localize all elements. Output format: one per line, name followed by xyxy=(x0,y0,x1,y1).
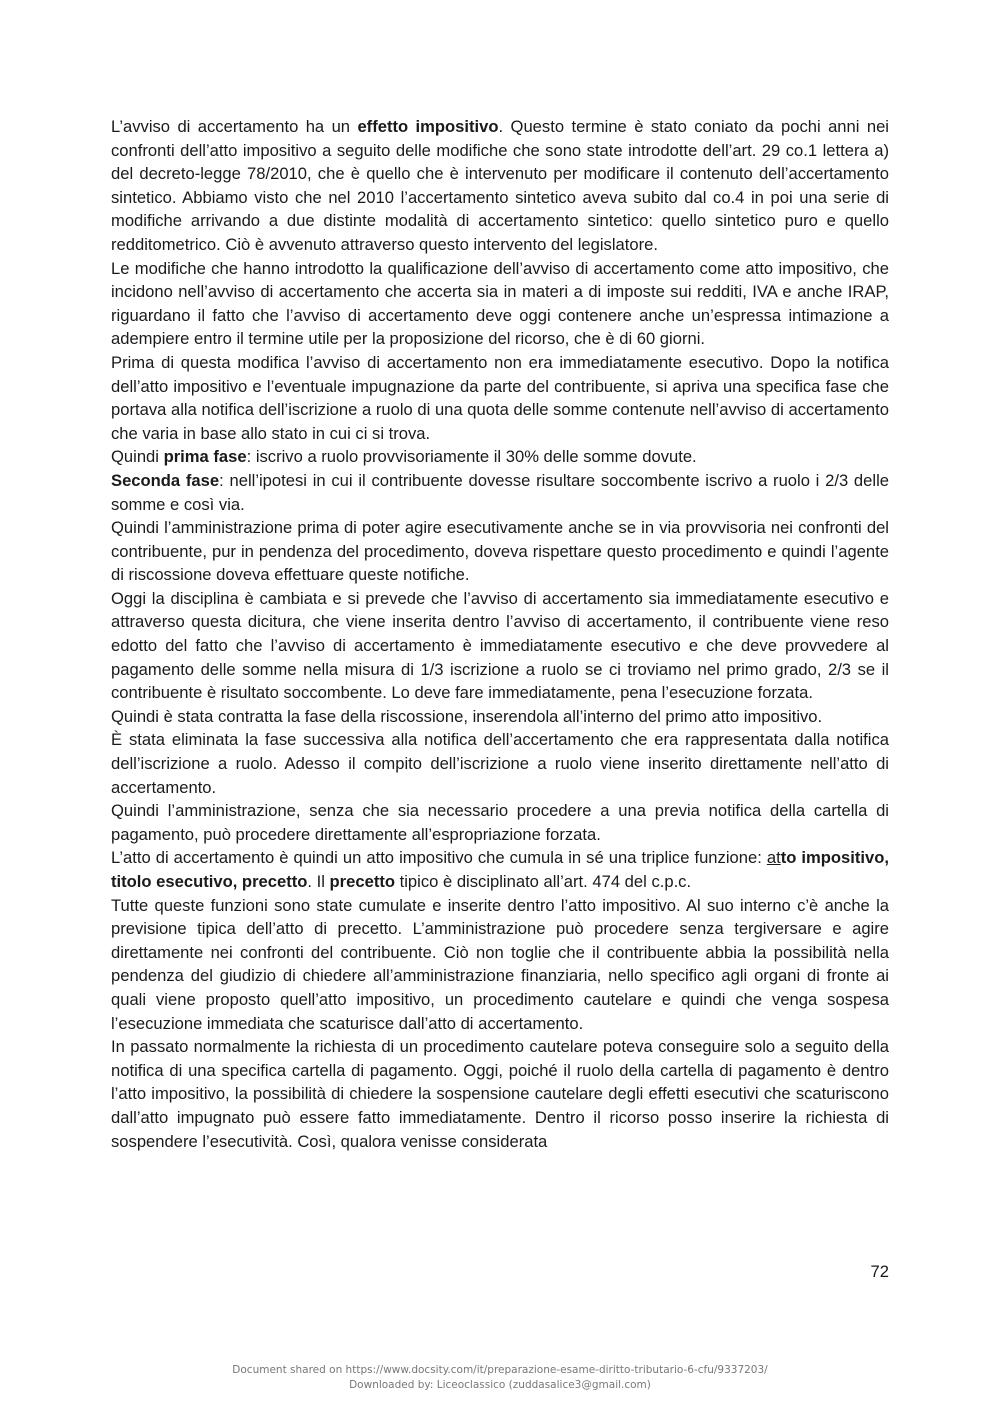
text-run: : iscrivo a ruolo provvisoriamente il 30% delle somme dovute. xyxy=(246,447,697,467)
paragraph xyxy=(111,469,889,516)
text-run: Quindi xyxy=(111,447,164,467)
paragraph xyxy=(111,587,889,705)
text-run: È stata eliminata la fase successiva alla notifica dell’accertamento che era rappresentata dalla notifica dell’iscrizione a ruolo. Adesso il compito dell’iscrizione a ruolo viene inserito direttamente nell’atto di accertamento. xyxy=(111,730,889,797)
paragraph xyxy=(111,257,889,351)
text-run: Quindi è stata contratta la fase della riscossione, inserendola all’interno del primo atto impositivo. xyxy=(111,706,823,726)
paragraph xyxy=(111,516,889,587)
bold-text: effetto impositivo xyxy=(357,117,499,136)
paragraph xyxy=(111,1035,889,1153)
paragraph xyxy=(111,799,889,846)
text-run: : nell’ipotesi in cui il contribuente dovesse risultare soccombente iscrivo a ruolo i 2/3 delle somme e così via. xyxy=(111,470,889,514)
bold-text: precetto xyxy=(329,872,396,891)
bold-text: to impositivo, titolo esecutivo, precetto xyxy=(111,848,889,891)
text-run: . Questo termine è stato coniato da pochi anni nei confronti dell’atto impositivo a seguito delle modifiche che sono state introdotte dell’art. 29 co.1 lettera a) del decreto-legge 78/2010, che è quello che è intervenuto per modificare il contenuto dell’accertamento sintetico. Abbiamo visto che nel 2010 l’accertamento sintetico aveva subito dal co.4 in poi una serie di modifiche arrivando a due distinte modalità di accertamento sintetico: quello sintetico puro e quello redditometrico. Ciò è avvenuto attraverso questo intervento del legislatore. xyxy=(111,117,889,254)
footer-shared-notice: Document shared on https://www.docsity.com/it/preparazione-esame-diritto-tributario-6-cfu/9337203/ xyxy=(232,1364,768,1376)
text-run: In passato normalmente la richiesta di un procedimento cautelare poteva conseguire solo a seguito della notifica di una specifica cartella di pagamento. Oggi, poiché il ruolo della cartella di pagamento è dentro l’atto impositivo, la possibilità di chiedere la sospensione cautelare degli effetti esecutivi che scaturiscono dall’atto impugnato può essere fatto immediatamente. Dentro il ricorso posso inserire la richiesta di sospendere l’esecutività. Così, qualora venisse considerata xyxy=(111,1037,889,1151)
text-run: . Il xyxy=(307,872,330,891)
text-run: L’atto di accertamento è quindi un atto impositivo che cumula in sé una triplice funzione: xyxy=(111,848,767,868)
text-run: Quindi l’amministrazione, senza che sia necessario procedere a una previa notifica della cartella di pagamento, può procedere direttamente all’espropriazione forzata. xyxy=(111,801,889,844)
text-run: Prima di questa modifica l’avviso di accertamento non era immediatamente esecutivo. Dopo la notifica dell’atto impositivo e l’eventuale impugnazione da parte del contribuente, si apriva una specifica fase che portava alla notifica dell’iscrizione a ruolo di una quota delle somme contenute nell’avviso di accertamento che varia in base allo stato in cui ci si trova. xyxy=(111,352,889,443)
bold-text: prima fase xyxy=(163,447,247,467)
text-run: Quindi l’amministrazione prima di poter agire esecutivamente anche se in via provvisoria nei confronti del contribuente, pur in pendenza del procedimento, doveva rispettare questo procedimento e quindi l’agente di riscossione doveva effettuare queste notifiche. xyxy=(111,518,889,585)
paragraph xyxy=(111,894,889,1036)
text-run: Oggi la disciplina è cambiata e si prevede che l’avviso di accertamento sia immediatamente esecutivo e attraverso questa dicitura, che viene inserita dentro l’avviso di accertamento, il contribuente viene reso edotto del fatto che l’avviso di accertamento è immediatamente esecutivo e che deve provvedere al pagamento delle somme nella misura di 1/3 iscrizione a ruolo se ci troviamo nel primo grado, 2/3 se il contribuente è risultato soccombente. Lo deve fare immediatamente, pena l’esecuzione forzata. xyxy=(111,588,889,703)
bold-text: Seconda fase xyxy=(111,470,220,490)
paragraph xyxy=(111,115,889,257)
page-number: 72 xyxy=(870,1262,889,1281)
text-run: Tutte queste funzioni sono state cumulate e inserite dentro l’atto impositivo. Al suo interno c’è anche la previsione tipica dell’atto di precetto. L’amministrazione può procedere senza tergiversare e agire direttamente nei confronti del contribuente. Ciò non toglie che il contribuente abbia la possibilità nella pendenza del giudizio di chiedere all’amministrazione finanziaria, nello specifico agli organi di fronte ai quali viene proposto quell’atto impositivo, un procedimento cautelare e quindi che venga sospesa l’esecuzione immediata che scaturisce dall’atto di accertamento. xyxy=(111,895,889,1033)
text-run: Le modifiche che hanno introdotto la qualificazione dell’avviso di accertamento come atto impositivo, che incidono nell’avviso di accertamento che accerta sia in materi a di imposte sui redditi, IVA e anche IRAP, riguardano il fatto che l’avviso di accertamento deve oggi contenere anche un’espressa intimazione a adempiere entro il termine utile per la proposizione del ricorso, che è di 60 giorni. xyxy=(111,258,889,349)
paragraph xyxy=(111,705,889,729)
text-run: tipico è disciplinato all’art. 474 del c.p.c. xyxy=(395,872,692,891)
footer-downloaded-by: Downloaded by: Liceoclassico (zuddasalice3@gmail.com) xyxy=(349,1379,651,1391)
underlined-text: at xyxy=(766,848,781,868)
paragraph xyxy=(111,728,889,799)
paragraph xyxy=(111,445,889,469)
paragraph xyxy=(111,351,889,445)
text-run: L’avviso di accertamento ha un xyxy=(111,117,358,136)
document-body xyxy=(111,115,889,1153)
paragraph xyxy=(111,846,889,893)
